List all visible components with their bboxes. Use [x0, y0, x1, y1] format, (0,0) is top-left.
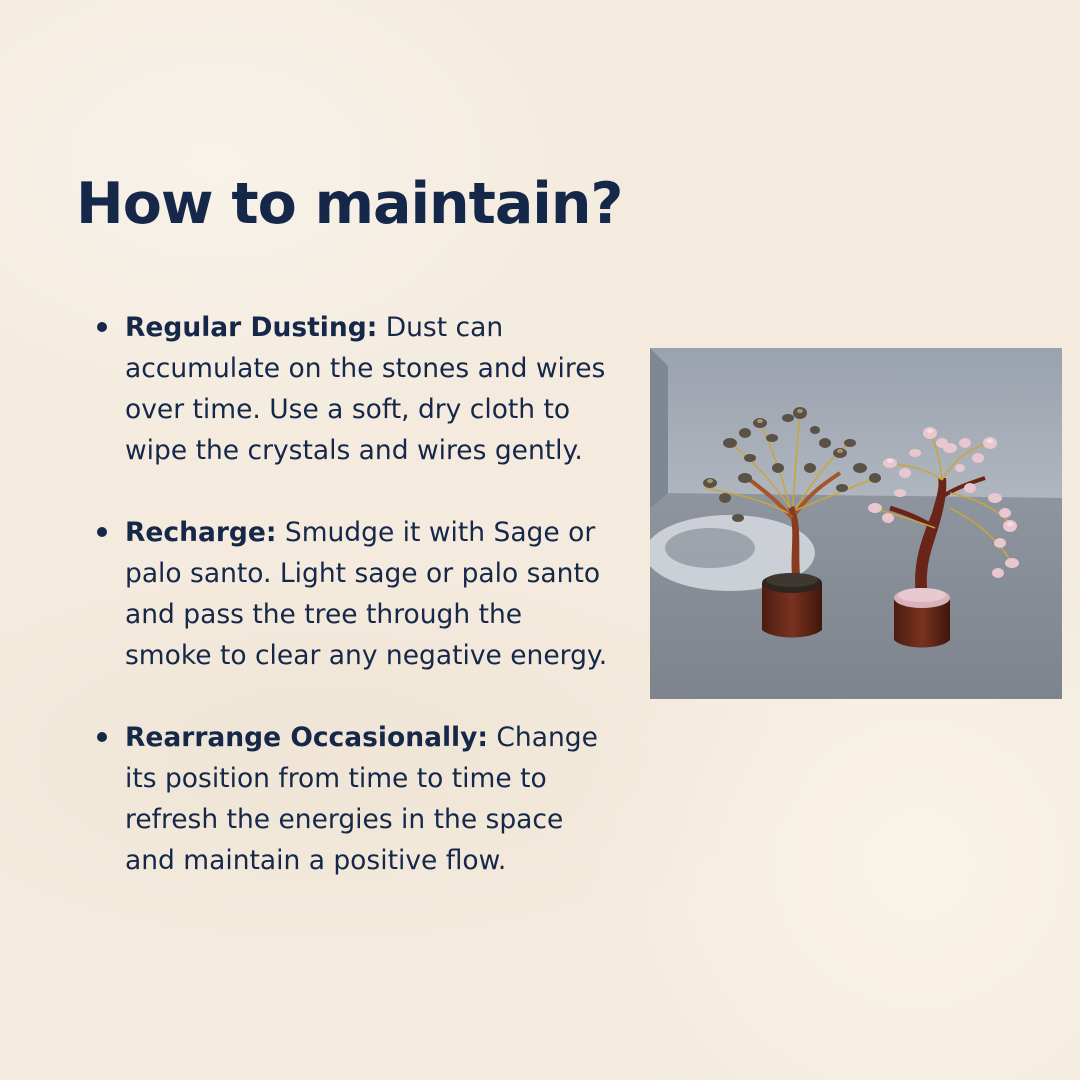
maintenance-tips-list	[95, 307, 615, 881]
tip-recharge	[95, 512, 615, 676]
tip-rearrange	[95, 717, 615, 881]
crystal-trees-photo	[650, 348, 1062, 699]
bullet-icon	[97, 732, 107, 742]
page-title: How to maintain?	[76, 171, 623, 237]
tip-heading: Rearrange Occasionally:	[125, 722, 488, 753]
bullet-icon	[97, 527, 107, 537]
tip-text: Change its position from time to time to refresh the energies in the space and maintain a positive flow.	[125, 722, 598, 876]
tip-heading: Regular Dusting:	[125, 312, 378, 343]
tip-text: Smudge it with Sage or palo santo. Light sage or palo santo and pass the tree through the smoke to clear any negative energy.	[125, 517, 608, 671]
bullet-icon	[97, 322, 107, 332]
tip-text: Dust can accumulate on the stones and wires over time. Use a soft, dry cloth to wipe the crystals and wires gently.	[125, 312, 606, 466]
tip-heading: Recharge:	[125, 517, 277, 548]
tip-regular-dusting	[95, 307, 615, 471]
